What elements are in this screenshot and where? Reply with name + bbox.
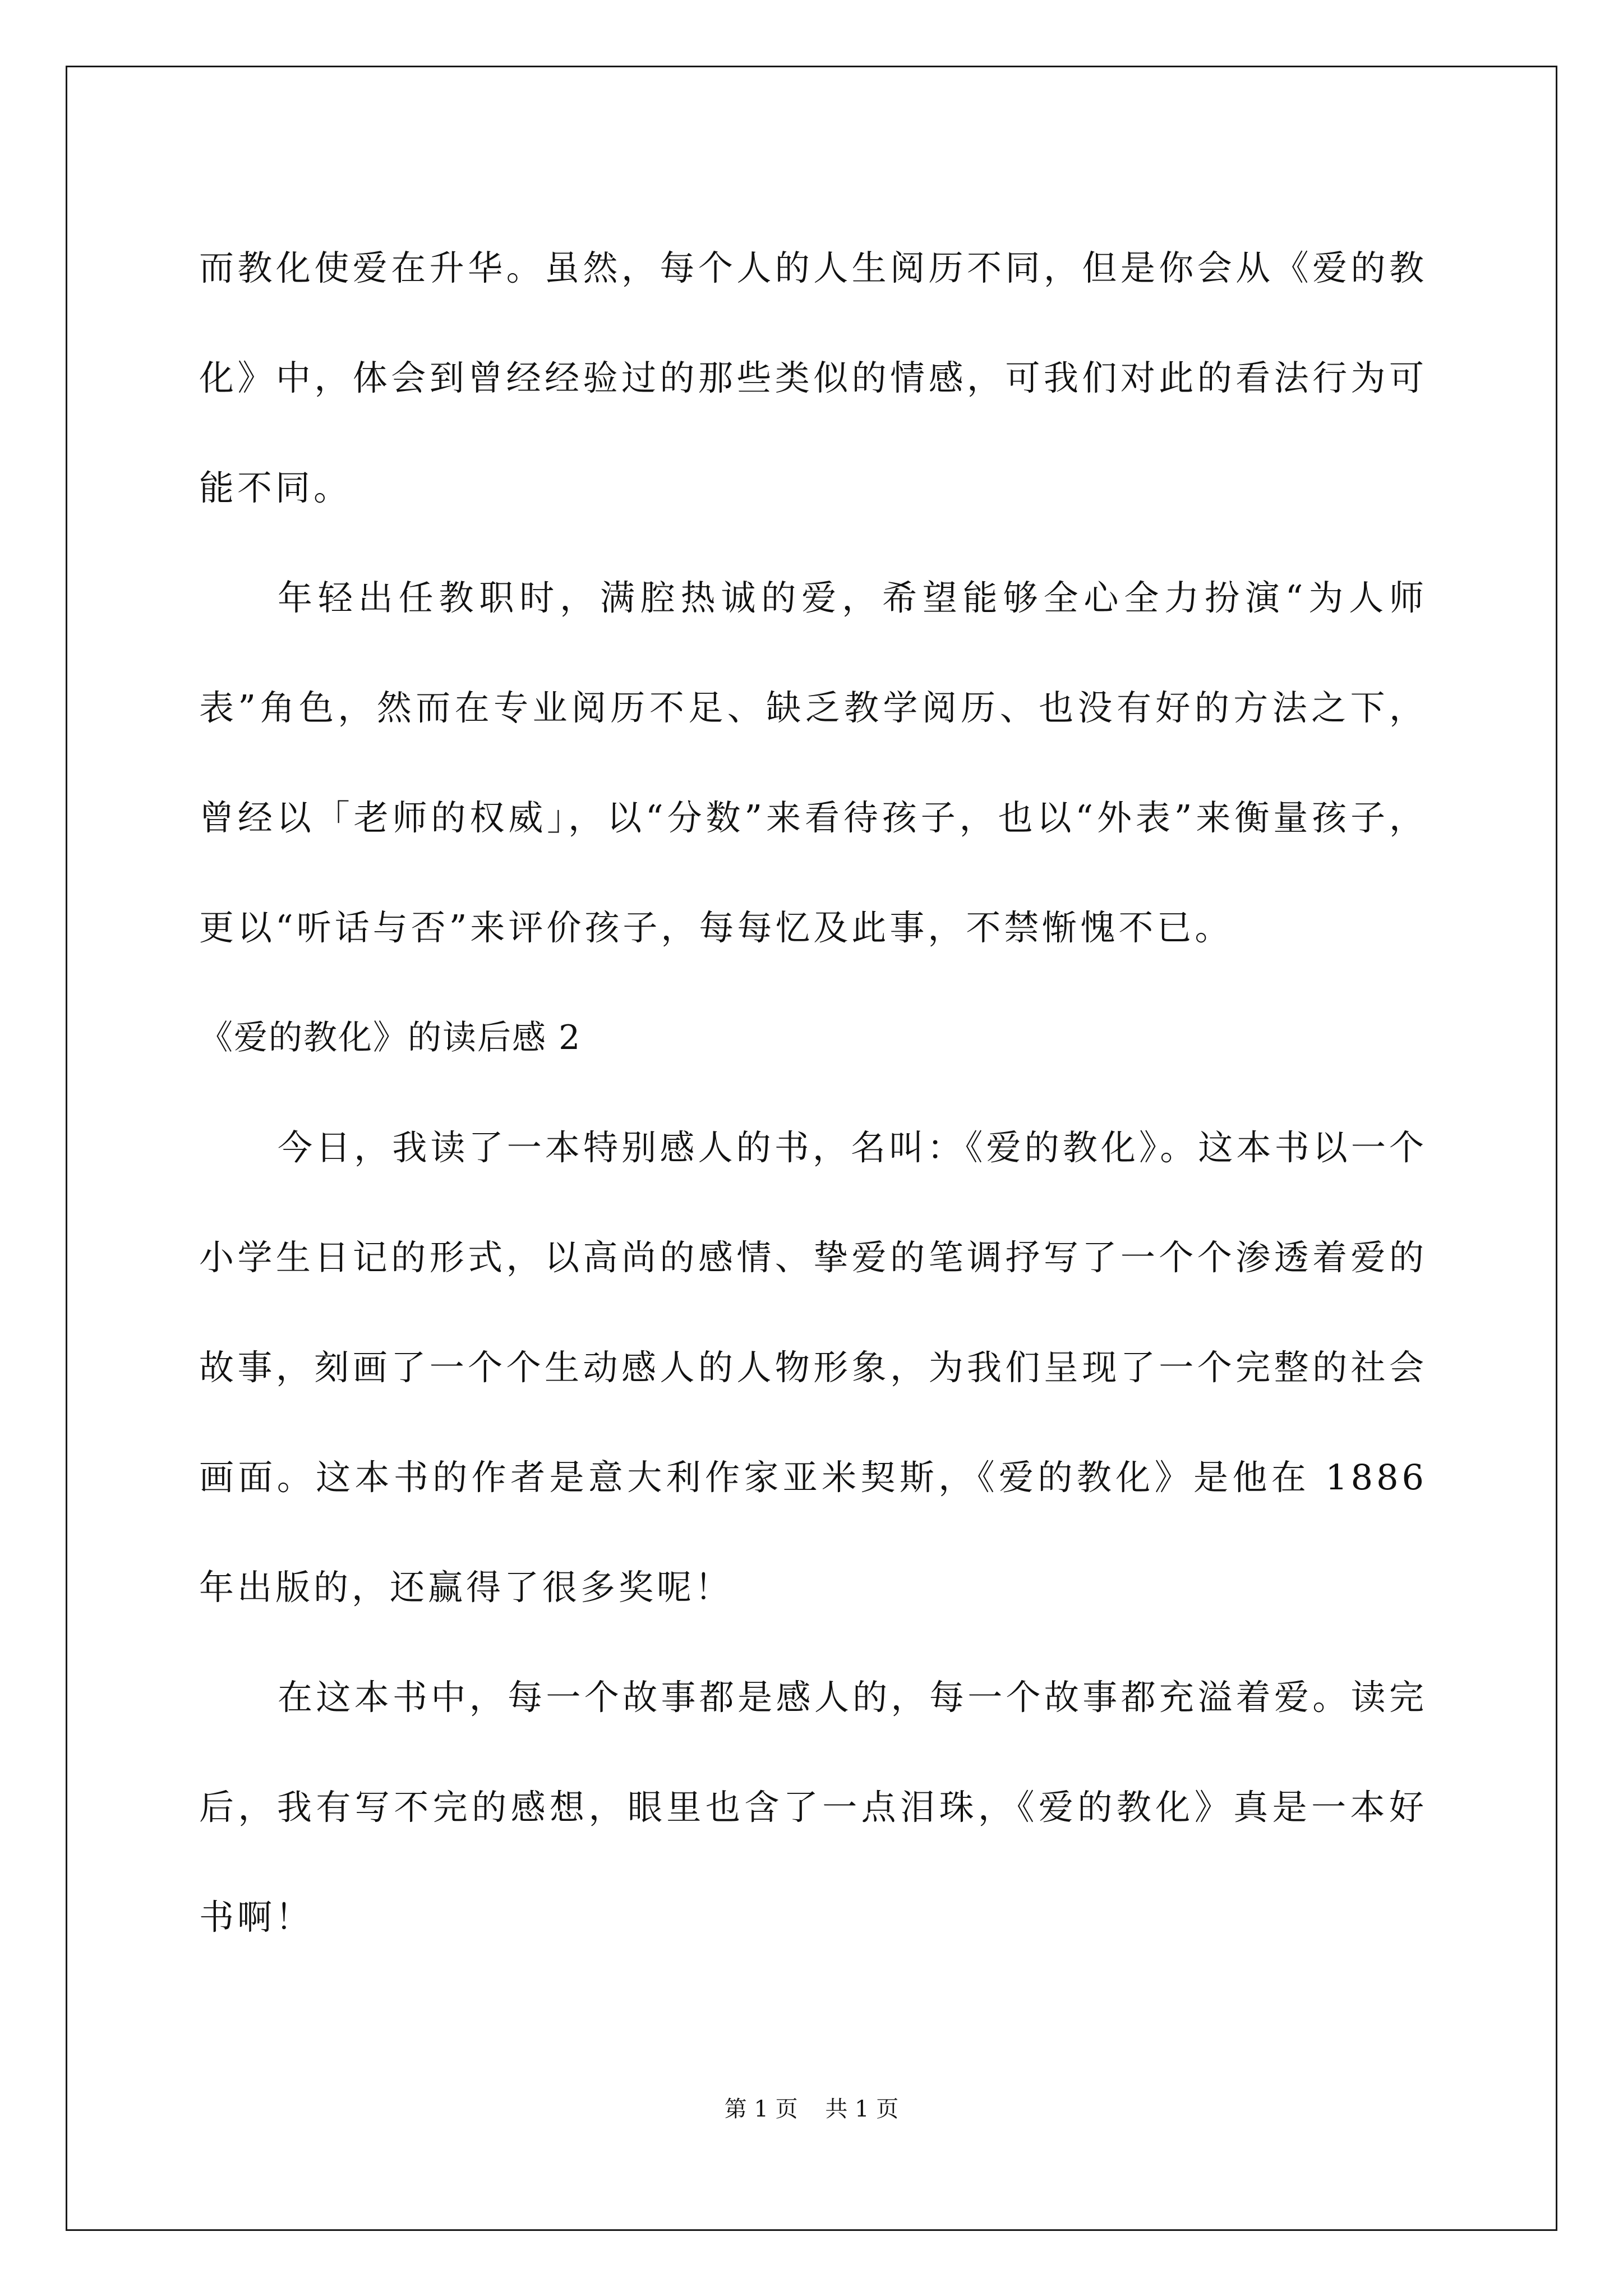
page-footer <box>0 2091 1623 2123</box>
page-number-total: 共 1 页 <box>825 2096 899 2122</box>
paragraph-2: 年轻出任教职时，满腔热诚的爱，希望能够全心全力扮演“为人师表”角色，然而在专业阅历不足、缺乏教学阅历、也没有好的方法之下，曾经以「老师的权威」，以“分数”来看待孩子，也以“外表”来衡量孩子，更以“听话与否”来评价孩子，每每忆及此事，不禁惭愧不已。 <box>199 577 1427 948</box>
paragraph-3: 今日，我读了一本特别感人的书，名叫：《爱的教化》。这本书以一个小学生日记的形式，以高尚的感情、挚爱的笔调抒写了一个个渗透着爱的故事，刻画了一个个生动感人的人物形象，为我们呈现了一个完整的社会画面。这本书的作者是意大利作家亚米契斯，《爱的教化》是他在 1886 年出版的，还赢得了很多奖呢！ <box>199 1127 1427 1608</box>
section-heading: 《爱的教化》的读后感 2 <box>199 1018 582 1057</box>
paragraph-4: 在这本书中，每一个故事都是感人的，每一个故事都充溢着爱。读完后，我有写不完的感想，眼里也含了一点泪珠，《爱的教化》真是一本好书啊！ <box>199 1677 1427 1938</box>
paragraph-1: 而教化使爱在升华。虽然，每个人的人生阅历不同，但是你会从《爱的教化》中，体会到曾经经验过的那些类似的情感，可我们对此的看法行为可能不同。 <box>199 247 1427 508</box>
page-number-current: 第 1 页 <box>724 2096 798 2122</box>
document-body <box>199 213 1427 1972</box>
